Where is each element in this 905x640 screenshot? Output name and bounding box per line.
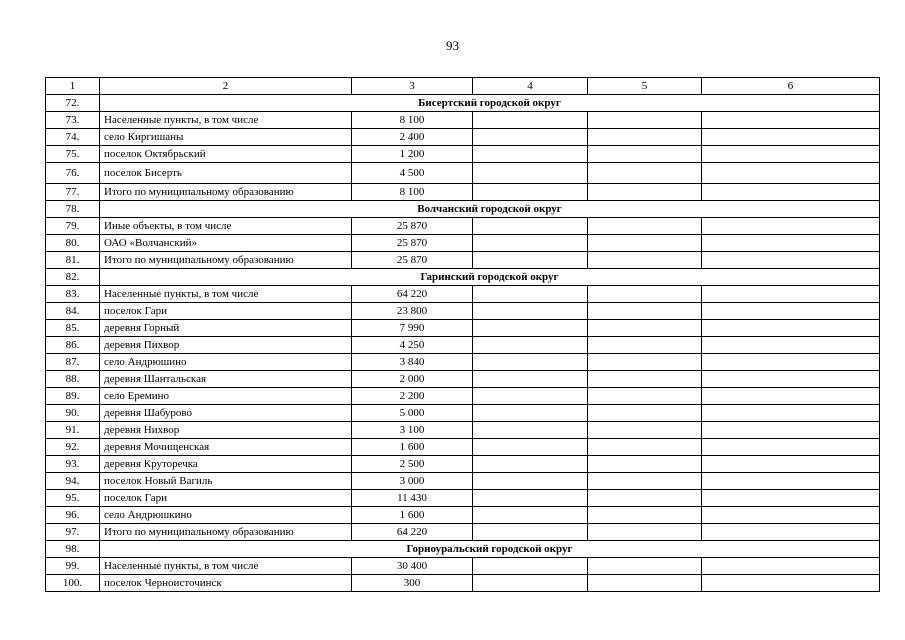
empty-cell xyxy=(588,439,702,456)
section-row xyxy=(46,95,880,112)
row-name: деревня Пихвор xyxy=(100,337,352,354)
row-number: 92. xyxy=(46,439,100,456)
row-value: 3 100 xyxy=(352,422,473,439)
empty-cell xyxy=(588,456,702,473)
empty-cell xyxy=(473,558,588,575)
row-value: 4 250 xyxy=(352,337,473,354)
row-number: 83. xyxy=(46,286,100,303)
row-name: ОАО «Волчанский» xyxy=(100,235,352,252)
row-value: 25 870 xyxy=(352,218,473,235)
row-value: 64 220 xyxy=(352,286,473,303)
empty-cell xyxy=(473,371,588,388)
empty-cell xyxy=(588,558,702,575)
row-number: 90. xyxy=(46,405,100,422)
empty-cell xyxy=(588,235,702,252)
empty-cell xyxy=(702,112,880,129)
row-number: 89. xyxy=(46,388,100,405)
empty-cell xyxy=(702,320,880,337)
row-number: 96. xyxy=(46,507,100,524)
row-number: 98. xyxy=(46,541,100,558)
empty-cell xyxy=(588,507,702,524)
row-number: 88. xyxy=(46,371,100,388)
empty-cell xyxy=(702,163,880,184)
column-header: 2 xyxy=(100,78,352,95)
empty-cell xyxy=(588,252,702,269)
empty-cell xyxy=(702,524,880,541)
table-row xyxy=(46,112,880,129)
row-number: 82. xyxy=(46,269,100,286)
empty-cell xyxy=(702,490,880,507)
table-row xyxy=(46,439,880,456)
empty-cell xyxy=(473,184,588,201)
row-value: 2 200 xyxy=(352,388,473,405)
row-name: село Киргишаны xyxy=(100,129,352,146)
empty-cell xyxy=(702,439,880,456)
row-name: Итого по муниципальному образованию xyxy=(100,184,352,201)
row-name: Итого по муниципальному образованию xyxy=(100,524,352,541)
empty-cell xyxy=(473,524,588,541)
row-value: 1 600 xyxy=(352,507,473,524)
row-value: 3 840 xyxy=(352,354,473,371)
row-value: 30 400 xyxy=(352,558,473,575)
row-name: поселок Бисерть xyxy=(100,163,352,184)
row-number: 91. xyxy=(46,422,100,439)
row-number: 80. xyxy=(46,235,100,252)
empty-cell xyxy=(702,184,880,201)
section-title: Горноуральский городской округ xyxy=(100,541,880,558)
section-title: Бисертский городской округ xyxy=(100,95,880,112)
empty-cell xyxy=(473,337,588,354)
row-value: 2 500 xyxy=(352,456,473,473)
empty-cell xyxy=(588,337,702,354)
empty-cell xyxy=(588,218,702,235)
row-number: 86. xyxy=(46,337,100,354)
table-row xyxy=(46,405,880,422)
empty-cell xyxy=(702,303,880,320)
row-name: деревня Шабурово xyxy=(100,405,352,422)
row-number: 78. xyxy=(46,201,100,218)
table-row xyxy=(46,490,880,507)
empty-cell xyxy=(473,112,588,129)
row-number: 85. xyxy=(46,320,100,337)
row-name: деревня Шантальская xyxy=(100,371,352,388)
column-header: 6 xyxy=(702,78,880,95)
column-header: 3 xyxy=(352,78,473,95)
empty-cell xyxy=(473,507,588,524)
empty-cell xyxy=(473,456,588,473)
row-value: 2 400 xyxy=(352,129,473,146)
empty-cell xyxy=(702,354,880,371)
row-value: 25 870 xyxy=(352,252,473,269)
empty-cell xyxy=(702,371,880,388)
row-name: Иные объекты, в том числе xyxy=(100,218,352,235)
empty-cell xyxy=(702,405,880,422)
table-row xyxy=(46,163,880,184)
row-value: 8 100 xyxy=(352,184,473,201)
page-number: 93 xyxy=(446,38,459,53)
row-value: 300 xyxy=(352,575,473,592)
empty-cell xyxy=(588,490,702,507)
table-row xyxy=(46,388,880,405)
empty-cell xyxy=(473,252,588,269)
empty-cell xyxy=(588,112,702,129)
table-row xyxy=(46,337,880,354)
row-number: 79. xyxy=(46,218,100,235)
empty-cell xyxy=(588,575,702,592)
data-table xyxy=(45,77,880,592)
empty-cell xyxy=(473,286,588,303)
row-number: 93. xyxy=(46,456,100,473)
row-name: поселок Черноисточинск xyxy=(100,575,352,592)
row-value: 2 000 xyxy=(352,371,473,388)
row-value: 1 600 xyxy=(352,439,473,456)
row-name: деревня Горный xyxy=(100,320,352,337)
row-name: поселок Гари xyxy=(100,303,352,320)
row-value: 11 430 xyxy=(352,490,473,507)
row-value: 25 870 xyxy=(352,235,473,252)
table-row xyxy=(46,558,880,575)
table-row xyxy=(46,129,880,146)
row-number: 95. xyxy=(46,490,100,507)
column-header: 4 xyxy=(473,78,588,95)
empty-cell xyxy=(702,129,880,146)
empty-cell xyxy=(702,422,880,439)
row-number: 75. xyxy=(46,146,100,163)
row-number: 72. xyxy=(46,95,100,112)
empty-cell xyxy=(588,320,702,337)
table-row xyxy=(46,575,880,592)
empty-cell xyxy=(473,320,588,337)
empty-cell xyxy=(588,524,702,541)
empty-cell xyxy=(473,473,588,490)
row-name: деревня Крутоpечка xyxy=(100,456,352,473)
row-value: 5 000 xyxy=(352,405,473,422)
empty-cell xyxy=(588,405,702,422)
empty-cell xyxy=(588,129,702,146)
empty-cell xyxy=(473,163,588,184)
section-title: Гаринский городской округ xyxy=(100,269,880,286)
row-value: 23 800 xyxy=(352,303,473,320)
empty-cell xyxy=(473,303,588,320)
table-header-row xyxy=(46,78,880,95)
row-name: Населенные пункты, в том числе xyxy=(100,558,352,575)
empty-cell xyxy=(588,354,702,371)
empty-cell xyxy=(473,405,588,422)
table-row xyxy=(46,507,880,524)
row-number: 94. xyxy=(46,473,100,490)
empty-cell xyxy=(702,218,880,235)
empty-cell xyxy=(588,146,702,163)
table-row xyxy=(46,146,880,163)
empty-cell xyxy=(588,388,702,405)
empty-cell xyxy=(702,456,880,473)
empty-cell xyxy=(702,558,880,575)
table-row xyxy=(46,286,880,303)
row-name: поселок Новый Вагиль xyxy=(100,473,352,490)
row-name: поселок Гари xyxy=(100,490,352,507)
empty-cell xyxy=(702,575,880,592)
empty-cell xyxy=(473,490,588,507)
row-number: 73. xyxy=(46,112,100,129)
row-number: 77. xyxy=(46,184,100,201)
empty-cell xyxy=(588,303,702,320)
empty-cell xyxy=(588,163,702,184)
row-number: 76. xyxy=(46,163,100,184)
row-name: село Андрюшкино xyxy=(100,507,352,524)
section-row xyxy=(46,201,880,218)
section-row xyxy=(46,541,880,558)
table-row xyxy=(46,252,880,269)
table-row xyxy=(46,524,880,541)
table-row xyxy=(46,456,880,473)
empty-cell xyxy=(702,507,880,524)
empty-cell xyxy=(702,388,880,405)
row-value: 3 000 xyxy=(352,473,473,490)
table-row xyxy=(46,371,880,388)
empty-cell xyxy=(702,337,880,354)
table-row xyxy=(46,184,880,201)
row-name: село Андрюшино xyxy=(100,354,352,371)
row-value: 4 500 xyxy=(352,163,473,184)
row-name: деревня Нихвор xyxy=(100,422,352,439)
row-number: 87. xyxy=(46,354,100,371)
empty-cell xyxy=(473,129,588,146)
row-number: 99. xyxy=(46,558,100,575)
row-name: село Еремино xyxy=(100,388,352,405)
empty-cell xyxy=(588,473,702,490)
empty-cell xyxy=(702,235,880,252)
empty-cell xyxy=(588,422,702,439)
empty-cell xyxy=(588,371,702,388)
row-number: 74. xyxy=(46,129,100,146)
section-row xyxy=(46,269,880,286)
empty-cell xyxy=(588,286,702,303)
empty-cell xyxy=(473,422,588,439)
table-row xyxy=(46,473,880,490)
row-value: 7 990 xyxy=(352,320,473,337)
empty-cell xyxy=(702,252,880,269)
empty-cell xyxy=(702,473,880,490)
table-row xyxy=(46,320,880,337)
row-value: 8 100 xyxy=(352,112,473,129)
empty-cell xyxy=(702,146,880,163)
table-row xyxy=(46,218,880,235)
row-value: 1 200 xyxy=(352,146,473,163)
empty-cell xyxy=(473,146,588,163)
table-row xyxy=(46,235,880,252)
empty-cell xyxy=(473,235,588,252)
row-number: 84. xyxy=(46,303,100,320)
row-number: 81. xyxy=(46,252,100,269)
empty-cell xyxy=(473,575,588,592)
empty-cell xyxy=(588,184,702,201)
row-number: 97. xyxy=(46,524,100,541)
table-row xyxy=(46,422,880,439)
column-header: 5 xyxy=(588,78,702,95)
row-name: Итого по муниципальному образованию xyxy=(100,252,352,269)
empty-cell xyxy=(473,354,588,371)
table-row xyxy=(46,303,880,320)
empty-cell xyxy=(473,388,588,405)
row-value: 64 220 xyxy=(352,524,473,541)
column-header: 1 xyxy=(46,78,100,95)
row-name: Населенные пункты, в том числе xyxy=(100,112,352,129)
empty-cell xyxy=(473,218,588,235)
row-number: 100. xyxy=(46,575,100,592)
row-name: Населенные пункты, в том числе xyxy=(100,286,352,303)
row-name: деревня Мочищенская xyxy=(100,439,352,456)
row-name: поселок Октябрьский xyxy=(100,146,352,163)
empty-cell xyxy=(702,286,880,303)
table-row xyxy=(46,354,880,371)
empty-cell xyxy=(473,439,588,456)
section-title: Волчанский городской округ xyxy=(100,201,880,218)
